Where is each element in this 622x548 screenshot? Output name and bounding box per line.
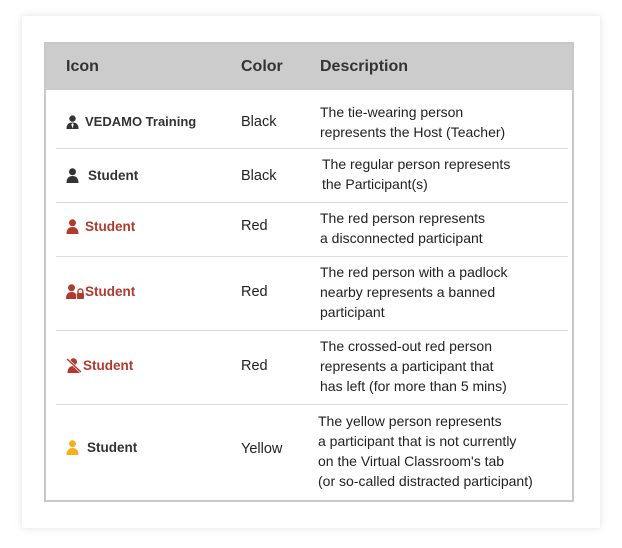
table-row (56, 404, 568, 500)
person-icon (66, 440, 79, 455)
header-description: Description (320, 58, 409, 75)
legend-table (44, 42, 574, 502)
description-cell: The tie-wearing person represents the Host (Teacher) (320, 104, 506, 140)
description-cell: The yellow person represents a participant that is not currently on the Virtual Classroom's tab (or so-called distracted participant) (318, 413, 533, 489)
icon-cell (66, 358, 133, 373)
row-label: VEDAMO Training (85, 114, 197, 129)
row-label: Student (83, 358, 134, 373)
row-label: Student (87, 440, 138, 455)
description-cell: The red person with a padlock nearby represents a banned participant (320, 264, 508, 320)
table-header (46, 44, 572, 90)
icon-cell (66, 114, 196, 129)
table-row (56, 148, 568, 203)
header-icon: Icon (66, 58, 99, 75)
icon-cell (66, 168, 138, 183)
header-color: Color (241, 58, 283, 75)
color-cell: Black (241, 168, 277, 184)
table-row (56, 256, 568, 331)
row-label: Student (85, 284, 136, 299)
icon-cell (66, 219, 135, 234)
host-person-icon (66, 115, 79, 129)
row-label: Student (85, 219, 136, 234)
person-crossed-out-icon (66, 358, 82, 373)
row-label: Student (88, 168, 139, 183)
person-icon (66, 219, 79, 234)
card (22, 16, 600, 528)
color-cell: Red (241, 218, 268, 234)
color-cell: Red (241, 358, 268, 374)
color-cell: Red (241, 284, 268, 300)
description-cell: The red person represents a disconnected participant (320, 210, 485, 246)
person-padlock-icon (66, 284, 84, 299)
icon-cell (66, 440, 137, 455)
table-row (56, 94, 568, 149)
person-icon (66, 168, 79, 183)
icon-cell (66, 284, 135, 299)
table-row (56, 202, 568, 257)
color-cell: Yellow (241, 441, 283, 457)
description-cell: The regular person represents the Participant(s) (322, 156, 511, 192)
color-cell: Black (241, 114, 277, 130)
description-cell: The crossed-out red person represents a participant that has left (for more than 5 mins) (320, 338, 507, 394)
table-row (56, 330, 568, 405)
